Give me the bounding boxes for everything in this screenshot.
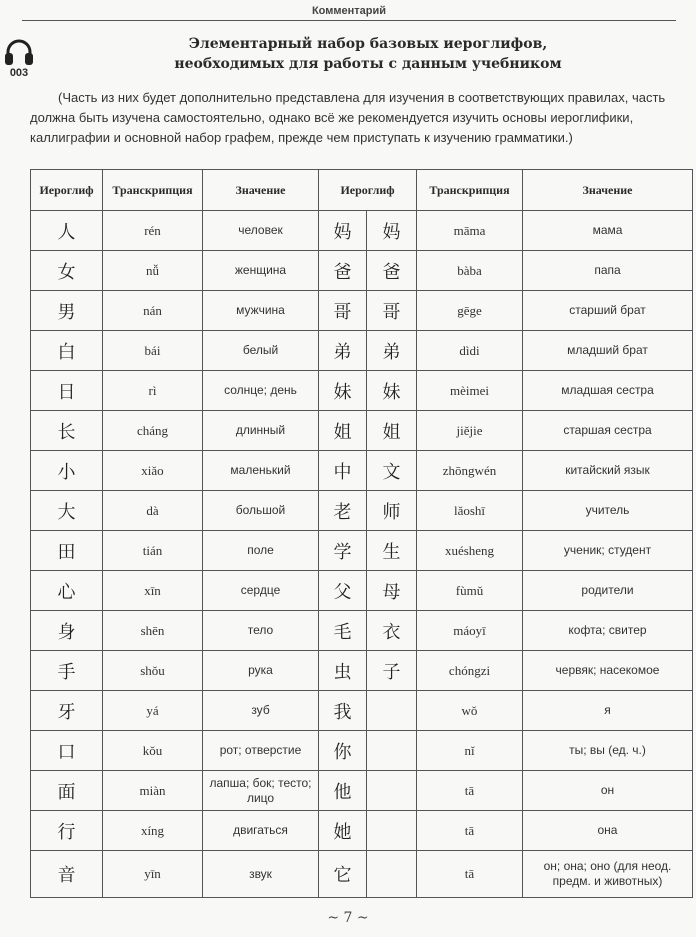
header-hieroglyph-2: Иероглиф xyxy=(319,170,417,211)
table-row xyxy=(31,211,693,251)
cell-transcription-2: tā xyxy=(417,811,523,851)
cell-meaning-2: учитель xyxy=(523,491,693,531)
cell-hieroglyph-2a: 父 xyxy=(319,571,367,611)
cell-meaning: мужчина xyxy=(203,291,319,331)
cell-transcription-2: chóngzi xyxy=(417,651,523,691)
cell-meaning: длинный xyxy=(203,411,319,451)
cell-meaning: сердце xyxy=(203,571,319,611)
header-transcription-2: Транскрипция xyxy=(417,170,523,211)
cell-hieroglyph-2a: 虫 xyxy=(319,651,367,691)
cell-transcription: cháng xyxy=(103,411,203,451)
cell-transcription: rén xyxy=(103,211,203,251)
cell-hieroglyph: 男 xyxy=(31,291,103,331)
cell-hieroglyph-2b: 爸 xyxy=(367,251,417,291)
table-row xyxy=(31,571,693,611)
cell-transcription: yá xyxy=(103,691,203,731)
cell-hieroglyph-2b: 弟 xyxy=(367,331,417,371)
cell-hieroglyph-2a: 姐 xyxy=(319,411,367,451)
cell-hieroglyph: 牙 xyxy=(31,691,103,731)
table-row xyxy=(31,491,693,531)
header-meaning: Значение xyxy=(203,170,319,211)
cell-transcription: xīn xyxy=(103,571,203,611)
cell-hieroglyph-2a: 老 xyxy=(319,491,367,531)
cell-meaning: женщина xyxy=(203,251,319,291)
cell-hieroglyph-2b: 衣 xyxy=(367,611,417,651)
cell-transcription: yīn xyxy=(103,851,203,898)
cell-hieroglyph: 小 xyxy=(31,451,103,491)
cell-hieroglyph: 人 xyxy=(31,211,103,251)
cell-hieroglyph-2b xyxy=(367,691,417,731)
cell-meaning-2: ученик; студент xyxy=(523,531,693,571)
cell-meaning: человек xyxy=(203,211,319,251)
cell-meaning-2: старшая сестра xyxy=(523,411,693,451)
cell-meaning: двигаться xyxy=(203,811,319,851)
cell-hieroglyph-2a: 妹 xyxy=(319,371,367,411)
cell-meaning-2: папа xyxy=(523,251,693,291)
cell-transcription-2: lǎoshī xyxy=(417,491,523,531)
cell-meaning-2: ты; вы (ед. ч.) xyxy=(523,731,693,771)
cell-transcription-2: máoyī xyxy=(417,611,523,651)
cell-hieroglyph-2a: 我 xyxy=(319,691,367,731)
hieroglyph-table xyxy=(30,169,693,898)
cell-hieroglyph: 身 xyxy=(31,611,103,651)
table-row xyxy=(31,451,693,491)
page-title xyxy=(60,34,676,74)
cell-meaning-2: мама xyxy=(523,211,693,251)
cell-hieroglyph-2b xyxy=(367,811,417,851)
cell-hieroglyph: 心 xyxy=(31,571,103,611)
cell-hieroglyph-2a: 你 xyxy=(319,731,367,771)
table-header-row xyxy=(31,170,693,211)
cell-transcription: shǒu xyxy=(103,651,203,691)
cell-meaning: звук xyxy=(203,851,319,898)
cell-hieroglyph: 音 xyxy=(31,851,103,898)
cell-transcription: xiǎo xyxy=(103,451,203,491)
cell-meaning-2: старший брат xyxy=(523,291,693,331)
table-row xyxy=(31,811,693,851)
table-row xyxy=(31,291,693,331)
cell-transcription: rì xyxy=(103,371,203,411)
table-row xyxy=(31,691,693,731)
table-row xyxy=(31,251,693,291)
header-hieroglyph: Иероглиф xyxy=(31,170,103,211)
cell-hieroglyph-2b: 母 xyxy=(367,571,417,611)
cell-meaning: солнце; день xyxy=(203,371,319,411)
header-transcription: Транскрипция xyxy=(103,170,203,211)
table-row xyxy=(31,531,693,571)
cell-meaning-2: она xyxy=(523,811,693,851)
cell-transcription-2: nǐ xyxy=(417,731,523,771)
cell-meaning: рука xyxy=(203,651,319,691)
cell-hieroglyph-2b: 子 xyxy=(367,651,417,691)
cell-hieroglyph: 口 xyxy=(31,731,103,771)
cell-hieroglyph-2a: 毛 xyxy=(319,611,367,651)
cell-hieroglyph-2b xyxy=(367,731,417,771)
cell-meaning: поле xyxy=(203,531,319,571)
title-line-1: Элементарный набор базовых иероглифов, xyxy=(188,36,548,52)
cell-hieroglyph-2b xyxy=(367,771,417,811)
cell-transcription: xíng xyxy=(103,811,203,851)
cell-hieroglyph-2a: 他 xyxy=(319,771,367,811)
cell-hieroglyph-2b xyxy=(367,851,417,898)
cell-meaning: маленький xyxy=(203,451,319,491)
cell-hieroglyph: 行 xyxy=(31,811,103,851)
cell-hieroglyph-2a: 它 xyxy=(319,851,367,898)
cell-transcription-2: tā xyxy=(417,771,523,811)
cell-transcription-2: zhōngwén xyxy=(417,451,523,491)
table-row xyxy=(31,611,693,651)
intro-paragraph: (Часть из них будет дополнительно представлена для изучения в соответствующих правилах, часть должна быть изучена самостоятельно, однако всё же рекомендуется изучить основы иероглифики, каллиграфии и основной набор графем, прежде чем приступать к изучению грамматики.) xyxy=(30,90,666,145)
cell-hieroglyph-2a: 爸 xyxy=(319,251,367,291)
table-row xyxy=(31,731,693,771)
cell-transcription-2: dìdi xyxy=(417,331,523,371)
audio-track[interactable] xyxy=(2,38,36,79)
cell-meaning: белый xyxy=(203,331,319,371)
table-row xyxy=(31,411,693,451)
cell-transcription: nǚ xyxy=(103,251,203,291)
cell-meaning-2: он xyxy=(523,771,693,811)
running-header: Комментарий xyxy=(22,0,676,21)
cell-meaning: зуб xyxy=(203,691,319,731)
cell-transcription-2: gēge xyxy=(417,291,523,331)
cell-transcription-2: mèimei xyxy=(417,371,523,411)
cell-hieroglyph-2a: 她 xyxy=(319,811,367,851)
cell-hieroglyph: 白 xyxy=(31,331,103,371)
cell-transcription-2: tā xyxy=(417,851,523,898)
cell-hieroglyph-2b: 生 xyxy=(367,531,417,571)
audio-track-number: 003 xyxy=(9,67,29,79)
cell-meaning: лапша; бок; тесто; лицо xyxy=(203,771,319,811)
cell-hieroglyph-2a: 妈 xyxy=(319,211,367,251)
table-row xyxy=(31,331,693,371)
cell-hieroglyph-2b: 妈 xyxy=(367,211,417,251)
cell-transcription-2: māma xyxy=(417,211,523,251)
cell-transcription-2: xuésheng xyxy=(417,531,523,571)
cell-hieroglyph-2a: 学 xyxy=(319,531,367,571)
cell-meaning-2: он; она; оно (для неод. предм. и животных) xyxy=(523,851,693,898)
cell-hieroglyph-2b: 姐 xyxy=(367,411,417,451)
headphones-icon xyxy=(4,38,34,66)
cell-hieroglyph: 长 xyxy=(31,411,103,451)
cell-transcription-2: fùmǔ xyxy=(417,571,523,611)
cell-meaning-2: младшая сестра xyxy=(523,371,693,411)
cell-transcription-2: wǒ xyxy=(417,691,523,731)
header-meaning-2: Значение xyxy=(523,170,693,211)
cell-transcription: shēn xyxy=(103,611,203,651)
cell-transcription-2: bàba xyxy=(417,251,523,291)
cell-meaning-2: младший брат xyxy=(523,331,693,371)
table-row xyxy=(31,771,693,811)
table-row xyxy=(31,651,693,691)
cell-hieroglyph-2a: 中 xyxy=(319,451,367,491)
cell-transcription: dà xyxy=(103,491,203,531)
cell-hieroglyph-2b: 哥 xyxy=(367,291,417,331)
cell-transcription-2: jiějie xyxy=(417,411,523,451)
cell-hieroglyph: 女 xyxy=(31,251,103,291)
cell-transcription: nán xyxy=(103,291,203,331)
cell-transcription: bái xyxy=(103,331,203,371)
cell-hieroglyph: 大 xyxy=(31,491,103,531)
title-line-2: необходимых для работы с данным учебником xyxy=(174,56,562,72)
cell-hieroglyph-2a: 弟 xyxy=(319,331,367,371)
cell-hieroglyph: 手 xyxy=(31,651,103,691)
cell-transcription: tián xyxy=(103,531,203,571)
cell-hieroglyph-2b: 师 xyxy=(367,491,417,531)
cell-hieroglyph: 田 xyxy=(31,531,103,571)
cell-meaning-2: кофта; свитер xyxy=(523,611,693,651)
cell-meaning: большой xyxy=(203,491,319,531)
cell-meaning-2: родители xyxy=(523,571,693,611)
cell-hieroglyph: 日 xyxy=(31,371,103,411)
cell-hieroglyph-2b: 文 xyxy=(367,451,417,491)
cell-hieroglyph-2b: 妹 xyxy=(367,371,417,411)
cell-meaning-2: китайский язык xyxy=(523,451,693,491)
cell-hieroglyph: 面 xyxy=(31,771,103,811)
cell-hieroglyph-2a: 哥 xyxy=(319,291,367,331)
cell-meaning: тело xyxy=(203,611,319,651)
cell-meaning-2: червяк; насекомое xyxy=(523,651,693,691)
cell-transcription: kǒu xyxy=(103,731,203,771)
page-number: ~ 7 ~ xyxy=(327,910,369,926)
cell-meaning: рот; отверстие xyxy=(203,731,319,771)
cell-meaning-2: я xyxy=(523,691,693,731)
table-row xyxy=(31,851,693,898)
cell-transcription: miàn xyxy=(103,771,203,811)
table-row xyxy=(31,371,693,411)
